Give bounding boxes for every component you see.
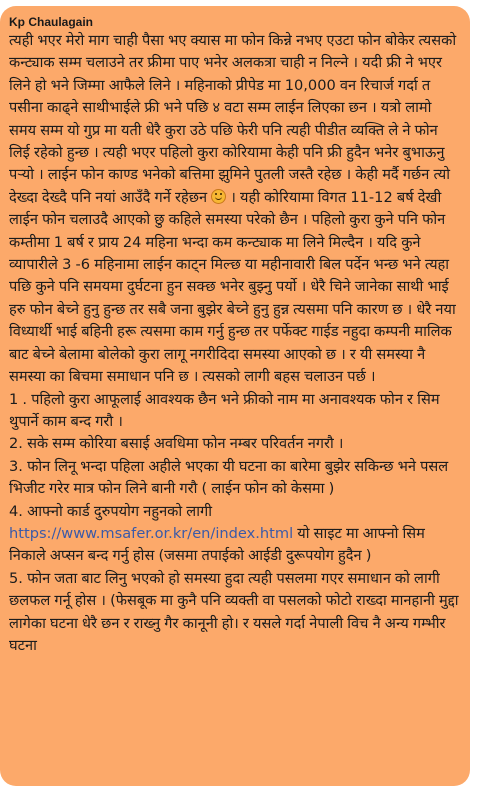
list-item-4-text: यो साइट मा आफ्नो सिम निकाले अप्सन बन्द गर्नु होस (जसमा तपाईको आईडी दुरूपयोग हुदैन )	[9, 524, 425, 565]
paragraph-1b: । यही कोरियामा विगत 11-12 बर्ष देखी लाईन फोन चलाउदै आएको छु कहिले समस्या परेको छैन । पहिलो कुरा कुने पनि फोन कम्तीमा 1 बर्ष र प्राय 24 महिना भन्दा कम कन्ट्याक मा लिने मिल्दैन । यदि कुने व्यापारीले 3 -6 महिनामा लाईन काट्न मिल्छ या महीनावारी बिल पर्देन भन्छ भने त्यहा पछि कुने पनि समयमा दुर्घटना हुन सक्छ भनेर बुझ्नु पर्यो । धेरै चिने जानेका साथी भाई हरु फोन बेच्ने हुनु हुन्छ तर सबै जना बुझेर बेच्ने हुनु हुन्न त्यसमा पनि कारण छ । धेरै नया विध्यार्थी भाई बहिनी हरू त्यसमा काम गर्नु हुन्छ तर पर्फेक्ट गाईड नहुदा कम्पनी मालिक बाट बेच्ने बेलामा बोलेको कुरा लागू नगरीदिदा समस्या आएको छ । र यी समस्या नै समस्या का बिचमा समाधान पनि छ । त्यसको लागी बहस चलाउन पर्छ ।	[9, 188, 456, 386]
blush-smile-emoji-icon	[211, 189, 226, 204]
list-item-4: 4. आफ्नो कार्ड दुरुपयोग नहुनको लागी	[9, 502, 212, 520]
paragraph-1a: त्यही भएर मेरो माग चाही पैसा भए क्यास मा फोन किन्ने नभए एउटा फोन बोकेर त्यसको कन्ट्याक सम्म चलाउने तर फ्रीमा पाए भनेर अलकत्रा चाही न निल्ने । यदी फ्री ने भएर लिने हो भने जिम्मा आफैले लिने । महिनाको प्रीपेड मा 10,000 वन रिचार्ज गर्दा त पसीना काढ्ने साथीभाईले फ्री भने पछि ४ वटा सम्म लाईन लिएका छन । यत्रो लामो समय सम्म यो गुप्र मा यती धेरै कुरा उठे पछि फेरी पनि त्यही पीडीत व्यक्ति ले ने फोन लिई रहेको हुन्छ । त्यही भएर पहिलो कुरा कोरियामा केही पनि फ्री हुदैन भनेर बुभाऊनु पर्‍यो । लाईन फोन काण्ड भनेको बत्तिमा झुमिने पुतली जस्तै रहेछ । केही मर्दै गर्छन त्यो देख्दा देख्दै पनि नयां आउँदै गर्ने रहेछन	[9, 32, 457, 206]
list-item-4-cont	[9, 523, 462, 568]
list-item-2: 2. सके सम्म कोरिया बसाई अवधिमा फोन नम्बर परिवर्तन नगरौ ।	[9, 435, 344, 453]
comment-author[interactable]: Kp Chaulagain	[9, 15, 94, 29]
comment-body	[9, 30, 462, 389]
list-item-1: 1 . पहिलो कुरा आफूलाई आवश्यक छैन भने फ्रीको नाम मा अनावश्यक फोन र सिम थुपार्ने काम बन्द गरौ ।	[9, 390, 440, 430]
list-item-3: 3. फोन लिनू भन्दा पहिला अहीले भएका यी घटना का बारेमा बुझेर सकिन्छ भने पसल भिजीट गरेर मात्र फोन लिने बानी गरौ ( लाईन फोन को केसमा )	[9, 457, 449, 498]
msafer-link[interactable]: https://www.msafer.or.kr/en/index.html	[9, 524, 294, 542]
comment-bubble	[0, 6, 470, 786]
list-item-5: 5. फोन जता बाट लिनु भएको हो समस्या हुदा त्यही पसलमा गएर समाधान को लागी छलफल गर्नू होस । (फेसबूक मा कुनै पनि व्यक्ती वा पसलको फोटो राख्दा मानहानी मुद्दा लागेका घटना धेरै छन र राख्नु गैर कानूनी हो। र यसले गर्दा नेपाली विच नै अन्य गम्भीर घटना	[9, 569, 459, 654]
